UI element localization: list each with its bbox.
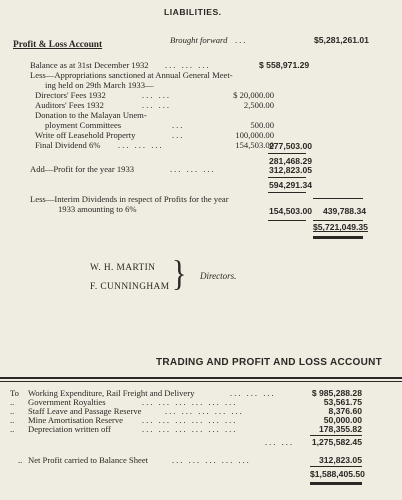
rule — [268, 220, 306, 221]
double-rule — [313, 236, 363, 239]
trading-row-value: 178,355.82 — [318, 424, 362, 434]
appropriations-total: 277,503.00 — [269, 141, 313, 151]
appropriation-item-value: $ 20,000.00 — [233, 90, 274, 100]
net-profit-value: 312,823.05 — [318, 455, 362, 465]
trading-row-value: 50,000.00 — [323, 415, 362, 425]
dot-leader: ... — [172, 130, 185, 140]
less-appropriations-line2: ing held on 29th March 1933— — [45, 80, 154, 90]
appropriation-item-label: Directors' Fees 1932 — [35, 90, 106, 100]
trading-row-value: 53,561.75 — [323, 397, 362, 407]
appropriation-item-label: Auditors' Fees 1932 — [35, 100, 104, 110]
appropriation-item-value: 2,500.00 — [243, 100, 274, 110]
rule — [0, 381, 402, 382]
row-prefix: .. — [10, 397, 15, 407]
rule — [313, 198, 363, 199]
dot-leader: ... ... ... — [118, 140, 164, 150]
net-profit-label: Net Profit carried to Balance Sheet — [28, 455, 149, 465]
add-profit-label: Add—Profit for the year 1933 — [30, 164, 135, 174]
row-prefix: .. — [10, 406, 15, 416]
appropriation-item-value: 500.00 — [250, 120, 274, 130]
dot-leader: ... — [172, 120, 185, 130]
rule — [268, 177, 306, 178]
appropriation-item-label: ployment Committees — [45, 120, 122, 130]
trading-row-label: Government Royalties — [28, 397, 106, 407]
section-title-trading: TRADING AND PROFIT AND LOSS ACCOUNT — [156, 357, 383, 368]
trading-row-label: Depreciation written off — [28, 424, 111, 434]
dot-leader: ... ... ... ... ... ... — [142, 415, 238, 425]
appropriation-item-label: Write off Leasehold Property — [35, 130, 136, 140]
dot-leader: ... ... ... ... ... — [172, 455, 251, 465]
double-rule — [310, 482, 362, 485]
rule — [310, 435, 362, 436]
trading-subtotal: 1,275,582.45 — [311, 437, 362, 447]
brought-forward-label: Brought forward — [170, 35, 228, 45]
dot-leader: ... ... ... — [165, 60, 211, 70]
interim-dividend-line1: Less—Interim Dividends in respect of Profits for the year — [30, 194, 229, 204]
dot-leader: ... ... — [265, 437, 295, 447]
double-rule — [0, 377, 402, 379]
dot-leader: ... — [235, 35, 248, 45]
trading-row-label: Working Expenditure, Rail Freight and Delivery — [28, 388, 195, 398]
signatory-name: F. CUNNINGHAM — [90, 282, 170, 292]
net-value: 439,788.34 — [323, 206, 367, 216]
rule — [268, 192, 306, 193]
dot-leader: ... ... — [142, 90, 172, 100]
add-profit-value: 312,823.05 — [269, 165, 313, 175]
signatory-name: W. H. MARTIN — [90, 263, 156, 273]
brace-icon: } — [172, 253, 187, 294]
trading-row-value: 8,376.60 — [328, 406, 362, 416]
brought-forward-value: $5,281,261.01 — [314, 35, 369, 45]
rule — [268, 153, 306, 154]
dot-leader: ... ... ... ... ... ... — [142, 424, 238, 434]
appropriation-item-label: Donation to the Malayan Unem- — [35, 110, 147, 120]
trading-row-label: Mine Amortisation Reserve — [28, 415, 123, 425]
row-prefix: .. — [10, 415, 15, 425]
appropriation-item-label: Final Dividend 6% — [35, 140, 101, 150]
trading-row-label: Staff Leave and Passage Reserve — [28, 406, 142, 416]
appropriation-item-value: 154,503.00 — [235, 140, 274, 150]
rule — [313, 220, 363, 221]
dot-leader: ... ... ... — [230, 388, 276, 398]
trading-total: $1,588,405.50 — [310, 469, 365, 479]
balance-value: $ 558,971.29 — [259, 60, 310, 70]
signatory-role: Directors. — [200, 271, 237, 281]
trading-row-value: $ 985,288.28 — [311, 388, 362, 398]
total-after-add: 594,291.34 — [269, 180, 313, 190]
appropriation-item-value: 100,000.00 — [235, 130, 274, 140]
grand-total: $5,721,049.35 — [313, 222, 368, 232]
dot-leader: ... ... — [142, 100, 172, 110]
interim-dividend-line2: 1933 amounting to 6% — [58, 204, 137, 214]
balance-label: Balance as at 31st December 1932 — [30, 60, 149, 70]
interim-dividend-value: 154,503.00 — [269, 206, 313, 216]
page-title: LIABILITIES. — [164, 7, 222, 17]
row-prefix: .. — [10, 424, 15, 434]
less-appropriations-line1: Less—Appropriations sanctioned at Annual General Meet- — [30, 70, 233, 80]
dot-leader: ... ... ... ... ... ... — [142, 397, 238, 407]
dot-leader: ... ... ... — [170, 164, 216, 174]
row-prefix: .. — [18, 455, 23, 465]
rule — [310, 466, 362, 467]
dot-leader: ... ... ... ... ... — [165, 406, 244, 416]
row-prefix: To — [10, 388, 19, 398]
subtotal-value: 281,468.29 — [269, 156, 313, 166]
section-heading-profit-loss: Profit & Loss Account — [13, 40, 103, 50]
